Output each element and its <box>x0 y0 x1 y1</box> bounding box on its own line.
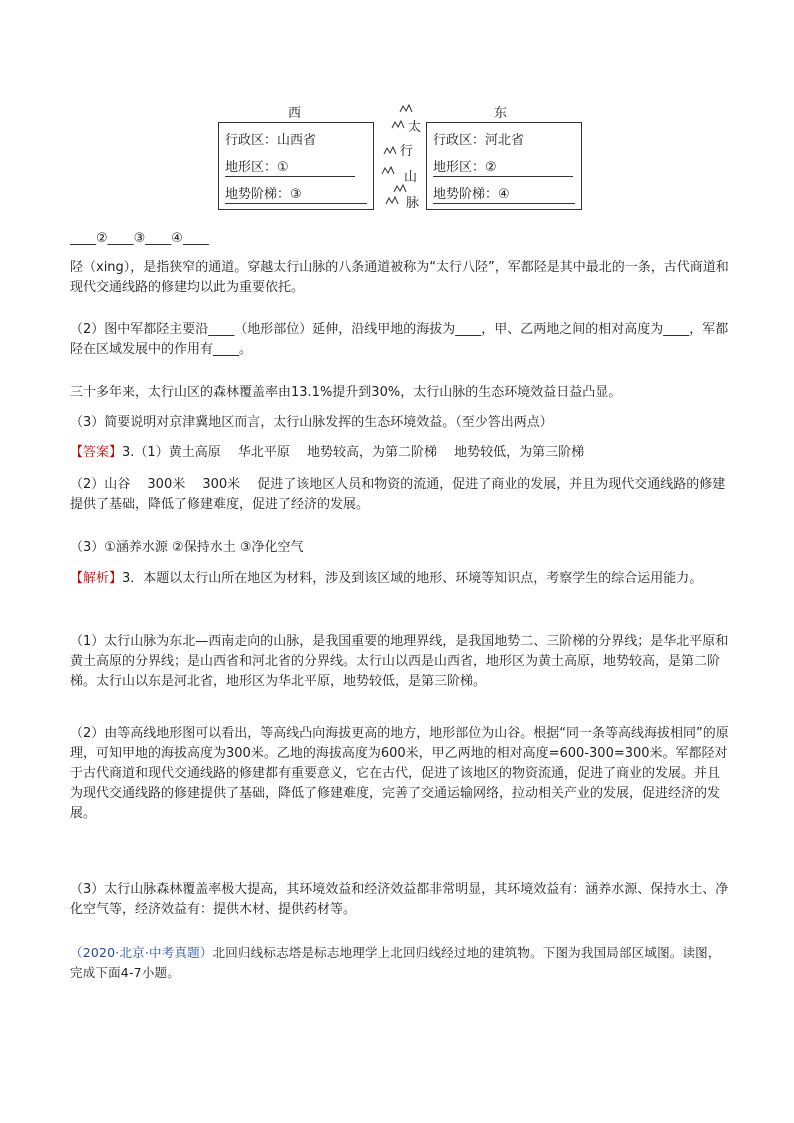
answer-line-1 <box>70 443 730 463</box>
west-info-box <box>218 122 374 210</box>
answer-line-3: （3）①涵养水源 ②保持水土 ③净化空气 <box>70 540 304 555</box>
analysis-2: （2）由等高线地形图可以看出，等高线凸向海拔更高的地方，地形部位为山谷。根据“同一条等高线海拔相同”的原理，可知甲地的海拔高度为300米。乙地的海拔高度为600米，甲乙两地的相对高度=600-300=300米。军都陉对于古代商道和现代交通线路的修建都有重要意义，它在古代，促进了该地区的物资流通，促进了商业的发展。并且为现代交通线路的修建提供了基础，降低了修建难度，完善了交通运输网络，拉动相关产业的发展，促进经济的发展。 <box>70 726 729 821</box>
mountain-char-1: 太 <box>408 120 422 135</box>
west-admin-region: 行政区：山西省 <box>225 133 317 148</box>
answer-blanks-line: ____②____③____④____ <box>70 231 209 246</box>
west-landform-blank: 地形区：① <box>225 160 355 177</box>
paragraph-xing-definition: 陉（xing），是指狭窄的通道。穿越太行山脉的八条通道被称为“太行八陉”，军都陉是其中最北的一条，古代商道和现代交通线路的修建均以此为重要依托。 <box>70 260 729 295</box>
analysis-1: （1）太行山脉为东北—西南走向的山脉，是我国重要的地理界线，是我国地势二、三阶梯的分界线；是华北平原和黄土高原的分界线；是山西省和河北省的分界线。太行山以西是山西省，地形区为黄土高原，地势较高，是第二阶梯。太行山以东是河北省，地形区为华北平原，地势较低，是第三阶梯。 <box>70 634 729 689</box>
west-label: 西 <box>288 106 302 121</box>
east-landform-row <box>433 154 575 181</box>
east-terrace-row <box>433 181 575 208</box>
analysis-label: 【解析】 <box>70 571 123 586</box>
analysis-3: （3）太行山脉森林覆盖率极大提高，其环境效益和经济效益都非常明显，其环境效益有：涵养水源、保持水土、净化空气等，经济效益有：提供木材、提供药材等。 <box>70 882 729 917</box>
east-label: 东 <box>494 106 508 121</box>
source-label: （2020·北京·中考真题） <box>70 945 213 960</box>
mountain-char-2: 行 <box>400 144 414 159</box>
source-text: 北回归线标志塔是标志地理学上北回归线经过地的建筑物。下图为我国局部区域图。读图，完成下面4-7小题。 <box>70 945 721 980</box>
analysis-intro <box>70 569 730 589</box>
east-terrace-blank: 地势阶梯：④ <box>433 187 575 204</box>
west-landform-row <box>225 154 367 181</box>
east-info-box <box>426 122 582 210</box>
answer-label: 【答案】 <box>70 445 123 460</box>
west-terrace-blank: 地势阶梯：③ <box>225 187 367 204</box>
paragraph-forest-coverage: 三十多年来，太行山区的森林覆盖率由13.1%提升到30%，太行山脉的生态环境效益日益凸显。 <box>70 385 622 400</box>
terrain-diagram <box>216 100 582 216</box>
answer-line-2: （2）山谷 300米 300米 促进了该地区人员和物资的流通，促进了商业的发展，并且为现代交通线路的修建提供了基础，降低了修建难度，促进了经济的发展。 <box>70 477 726 512</box>
west-terrace-row <box>225 181 367 208</box>
question-2: （2）图中军都陉主要沿____（地形部位）延伸，沿线甲地的海拔为____，甲、乙两地之间的相对高度为____，军都陉在区域发展中的作用有____。 <box>70 322 729 357</box>
east-admin-region: 行政区：河北省 <box>433 133 525 148</box>
analysis-text-0: 3．本题以太行山所在地区为材料，涉及到该区域的地形、环境等知识点，考察学生的综合运用能力。 <box>122 571 703 586</box>
taihang-mountains <box>378 100 424 216</box>
next-question-intro <box>70 943 730 983</box>
question-3: （3）简要说明对京津冀地区而言，太行山脉发挥的生态环境效益。（至少答出两点） <box>70 415 553 430</box>
answer-text-1: 3.（1）黄土高原 华北平原 地势较高，为第二阶梯 地势较低，为第三阶梯 <box>122 445 585 460</box>
east-landform-blank: 地形区：② <box>433 160 573 177</box>
mountain-char-4: 脉 <box>406 196 420 211</box>
mountain-char-3: 山 <box>404 170 418 185</box>
